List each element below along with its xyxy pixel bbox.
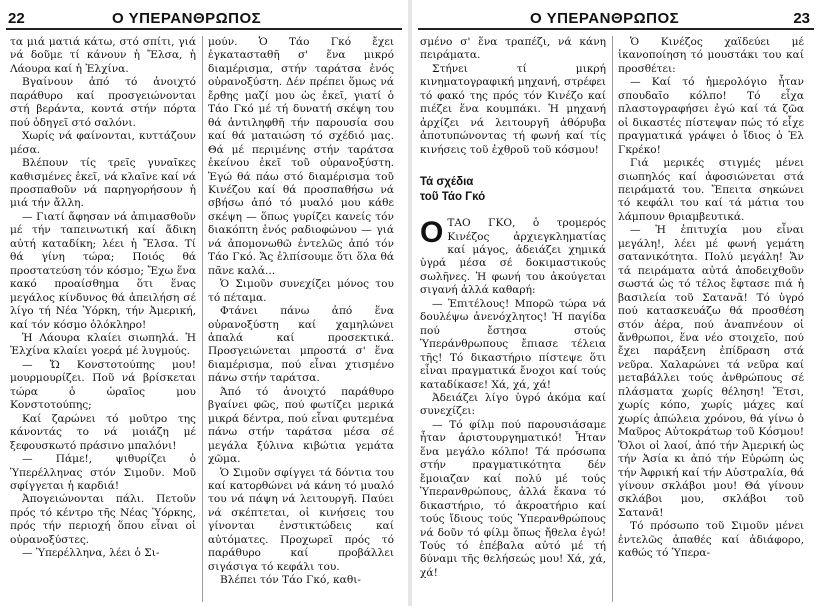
paragraph: Χωρίς νά φαίνονται, κυττάζουν μέσα. [10,130,196,156]
header-rule [418,28,814,30]
paragraph: σμένο σ' ἕνα τραπέζι, νά κάνη πειράματα. [420,36,606,62]
page-header [0,4,408,30]
paragraph: Ἀπό τό ἀνοιχτό παράθυρο βγαίνει φῶς, πού φωτίζει μερικά μικρά δέντρα, πού εἶναι φυτεμένα πάνω στήν ταράτσα μέσα σέ μεγάλα ξύλινα κιβώτια γεμάτα χῶμα. [208,385,394,466]
text-column-2 [208,36,394,604]
paragraph: Στήνει τί μικρή κινηματογραφική μηχανή, στρέφει τό φακό της πρός τόν Κινέζο καί πιέζει ἕνα κουμπάκι. Ἡ μηχανή ἀρχίζει νά λειτουργῆ ἀθόρυβα ἀποτυπώνοντας τή φωνή καί τίς κινήσεις τοῦ ἐχθροῦ τοῦ κόσμου! [420,62,606,156]
paragraph: — Ἡ ἐπιτυχία μου εἶναι μεγάλη!, λέει μέ φωνή γεμάτη σατανικότητα. Πολύ μεγάλη! Ἄν τά πειράματα αὐτά ἀποδειχθοῦν σωστά ὡς τό τέλος ἔφτασε πιά ἡ βασιλεία τοῦ Σατανᾶ! Τό ὑγρό πού κατασκευάζω θά προσθέση στόν ἀέρα, πού ἀναπνέουν οἱ ἄνθρωποι, ἕνα νέο στοιχεῖο, πού ἔχει παράξενη ἐπίδραση στά νεῦρα. Χαλαρώνει τά νεῦρα καί μεταβάλλει τούς ἀνθρώπους σέ πλάσματα χωρίς θέληση! Ἔτσι, χωρίς κόπο, χωρίς μάχες καί χωρίς ἀπώλεια χρόνου, θά γίνω ὁ Μαῦρος Αὐτοκράτωρ τοῦ Κόσμου! Ὅλοι οἱ λαοί, ἀπό τήν Ἀμερική ὡς τήν Ἀσία κι ἀπό τήν Εὐρώπη ὡς τήν Ἀφρική καί τήν Αὐστραλία, θά γίνουν σκλάβοι μου! Θά γίνουν σκλάβοι μου, σκλάβοι τοῦ Σατανᾶ! [618,224,804,519]
paragraph: Ἡ Λάουρα κλαίει σιωπηλά. Ἡ Ἐλχίνα κλαίει γοερά μέ λυγμούς. [10,331,196,358]
paragraph: Ἀπογειώνονται πάλι. Πετοῦν πρός τό κέντρο τῆς Νέας Ὑόρκης, πρός τήν περιοχή ὅπου εἶναι οἱ οὐρανοξύστες. [10,493,196,546]
paragraph: Βλέπουν τίς τρεῖς γυναῖκες καθισμένες ἐκεῖ, νά κλαῖνε καί νά προσπαθοῦν νά παρηγορήσουν ἡ μιά τήν ἄλλη. [10,157,196,210]
right-page [412,0,820,606]
paragraph-text: ΤΑΟ ΓΚΟ, ὁ τρομερός Κινέζος ἀρχιεγκληματίας καί μάγος, ἀδειάζει χημικά ὑγρά μέσα σέ δοκιμαστικούς σωλῆνες. Ἡ φωνή του ἀκούγεται σιγανή ἀλλά καθαρή: [420,217,606,297]
paragraph: Ἀδειάζει λίγο ὑγρό ἀκόμα καί συνεχίζει: [420,391,606,418]
section-title: τοῦ Τάο Γκό [420,191,486,204]
paragraph: — Ὑπερέλληνα, λέει ὁ Σι- [22,547,160,560]
paragraph: τα μιά ματιά κάτω, στό σπίτι, γιά νά δοῦμε τί κάνουν ἡ Ἔλσα, ἡ Λάουρα καί ἡ Ἐλχίνα. [10,36,196,75]
paragraph: — Γιατί ἄφησαν νά ἀπιμασθοῦν μέ τήν ταπεινωτική καί ἄδικη αὐτή καταδίκη; λέει ἡ Ἔλσα. Τί θά γίνη τώρα; Ποιός θά προστατεύση τόν κόσμο; Ἔχω ἕνα κακό προαίσθημα ὅτι ἕνας μεγάλος κίνδυνος θά ἀπειλήση σέ λίγο τή Νέα Ὑόρκη, τήν Ἀμερική, καί τόν κόσμο ὁλόκληρο! [10,210,196,331]
page-header [412,4,820,30]
paragraph: Βλέπει τόν Τάο Γκό, καθι- [220,574,361,587]
text-column-2 [618,36,804,604]
text-column-1 [420,36,606,604]
paragraph: — Καί τό ἡμερολόγιο ἦταν σπουδαῖο κόλπο! Τό εἶχα πλαστογραφήσει ἐγώ καί τά ζῶα οἱ δικαστές πίστεψαν πώς τό εἶχε πραγματικά γράψει ὁ ἴδιος ὁ Ἐλ Γκρέκο! [618,76,804,156]
header-rule [6,28,402,30]
paragraph: — Τό φίλμ πού παρουσιάσαμε ἦταν ἀριστουργηματικό! Ἦταν ἕνα μεγάλο κόλπο! Τά πρόσωπα στήν πραγματικότητα δέν ἔμοιαζαν καί πολύ μέ τούς Ὑπερανθρώπους, ἀλλά ἔκανα τό δικαστήριο, τό ἀκροατήριο καί τούς ἴδιους τούς Ὑπερανθρώπους νά δοῦν τό φίλμ ὅπως ἤθελα ἐγώ! Τούς τό ἐπέβαλα αὐτό μέ τή δύναμι τῆς θελήσεώς μου! Χά, χά, χά! [420,418,606,579]
left-page [0,0,408,606]
paragraph [420,217,606,298]
paragraph: Καί ζαρώνει τό μοῦτρο της κάνοντάς το νά μοιάζη μέ ξεφουσκωτό πράσινο μπαλόνι! [10,412,196,452]
paragraph: Φτάνει πάνω ἀπό ἕνα οὐρανοξύστη καί χαμηλώνει ἀπαλά καί προσεκτικά. Προσγειώνεται μπροστά σ' ἕνα διαμέρισμα, πού εἶναι χτισμένο πάνω στήν ταράτσα. [208,305,394,385]
section-title: Τά σχέδια [420,176,474,189]
spacer [420,157,606,165]
page-number: 23 [793,10,810,27]
paragraph: Βγαίνουν ἀπό τό ἀνοιχτό παράθυρο καί προσγειώνονται στή βεράντα, κοντά στήν πόρτα πού ὁδηγεῖ στό σαλόνι. [10,76,196,129]
paragraph: μούν. Ὁ Τάο Γκό ἔχει ἐγκατασταθῆ σ' ἕνα μικρό διαμέρισμα, στήν ταράτσα ἑνός οὐρανοξύστη. Δέν πρέπει ὅμως νά ἔρθης μαζί μου ὡς ἐκεῖ, γιατί ὁ Τάο Γκό μέ τή δυνατή σκέψη του θά ἀντιληφθῆ τήν παρουσία σου καί θά ματαιώση τό σχέδιό μας. Θά μέ περιμένης στήν ταράτσα ἐκείνου ἐκεῖ τοῦ οὐρανοξύστη. Ἐγώ θά πάω στό διαμέρισμα τοῦ Κινέζου καί θά προσπαθήσω νά σβήσω ἀπό τό μυαλό μου κάθε σκέψη — ὅπως γυρίζει κανείς τόν διακόπτη ἑνός ραδιοφώνου — γιά νά ἀπομονωθῶ ἐντελῶς ἀπό τόν Τάο Γκό. Ἄς ἐλπίσουμε ὅτι ὅλα θά πᾶνε καλά... [208,36,394,277]
paragraph: Ὁ Σιμοῦν συνεχίζει μόνος του τό πέταμα. [208,278,394,304]
column-divider [612,36,613,602]
paragraph: Τό πρόσωπο τοῦ Σιμοῦν μένει ἐντελῶς ἀπαθές καί ἀδιάφορο, καθώς τό Ὑπερα- [618,520,804,560]
paragraph: — Ὤ Κονστοτούπης μου! μουρμουρίζει. Ποῦ νά βρίσκεται τώρα ὁ ὡραῖος μου Κονστοτούπης; [10,358,196,412]
paragraph: Γιά μερικές στιγμές μένει σιωπηλός καί ἀφοσιώνεται στά πειράματά του. Ἔπειτα σηκώνει τό κεφάλι του καί τά μάτια του λάμπουν θριαμβευτικά. [618,157,804,223]
drop-cap: Ο [420,216,444,250]
running-title: Ο ΥΠΕΡΑΝΘΡΩΠΟΣ [530,10,680,27]
paragraph: Ὁ Σιμοῦν σφίγγει τά δόντια του καί κατορθώνει νά κάνη τό μυαλό του νά πάψη νά λειτουργῆ. Παύει νά σκέπτεται, οἱ κινήσεις του γίνονται ἐνστικτώδεις καί αὐτόματες. Προχωρεῖ πρός τό παράθυρο καί προβάλλει σιγάσιγα τό κεφάλι του. [208,466,394,573]
paragraph: — Πάμε!, ψιθυρίζει ὁ Ὑπερέλληνας στόν Σιμοῦν. Μοῦ σφίγγεται ἡ καρδιά! [10,453,196,492]
running-title: Ο ΥΠΕΡΑΝΘΡΩΠΟΣ [112,10,262,27]
text-column-1 [10,36,196,604]
column-divider [202,36,203,602]
page-number: 22 [8,10,25,27]
paragraph: — Ἐπιτέλους! Μπορῶ τώρα νά δουλέψω ἀνενόχλητος! Ἡ παγίδα πού ἔστησα στούς Ὑπεράνθρωπους ἔπιασε τέλεια τῆς! Τό δικαστήριο πίστεψε ὅτι εἶναι πραγματικά ἔνοχοι καί τούς καταδίκασε! Χά, χά, χά! [420,297,606,391]
paragraph: Ὁ Κινέζος χαϊδεύει μέ ἱκανοποίηση τό μουστάκι του καί προσθέτει: [618,36,804,75]
